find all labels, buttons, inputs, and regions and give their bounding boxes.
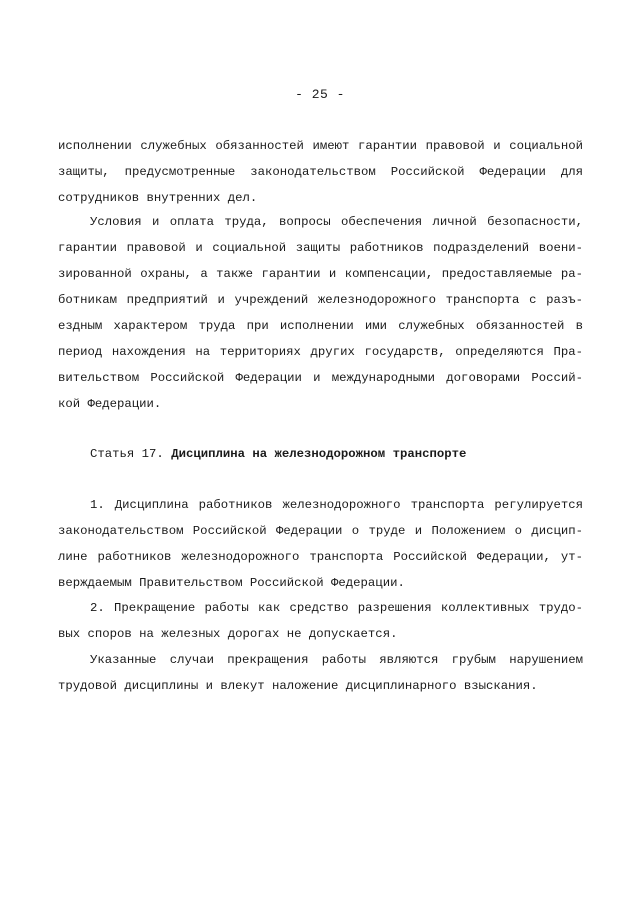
text-line: Указанные случаи прекращения работы являются грубым нарушением: [90, 653, 583, 667]
text-line: верждаемым Правительством Российской Федерации.: [58, 576, 405, 590]
text-line: кой Федерации.: [58, 397, 162, 411]
text-line: 1. Дисциплина работников железнодорожного транспорта регулируется: [90, 498, 583, 512]
text-line: период нахождения на территориях других государств, определяются Пра-: [58, 345, 583, 359]
text-line: 2. Прекращение работы как средство разрешения коллективных трудо-: [90, 601, 583, 615]
article-label: Статья 17.: [90, 447, 164, 461]
text-line: ботникам предприятий и учреждений железнодорожного транспорта с разъ-: [58, 293, 583, 307]
text-line: исполнении служебных обязанностей имеют гарантии правовой и социальной: [58, 139, 583, 153]
text-line: трудовой дисциплины и влекут наложение дисциплинарного взыскания.: [58, 679, 538, 693]
text-line: защиты, предусмотренные законодательством Российской Федерации для: [58, 165, 583, 179]
text-line: зированной охраны, а также гарантии и компенсации, предоставляемые ра-: [58, 267, 583, 281]
text-line: вых споров на железных дорогах не допускается.: [58, 627, 398, 641]
text-line: гарантии правовой и социальной защиты работников подразделений воени-: [58, 241, 583, 255]
text-line: лине работников железнодорожного транспорта Российской Федерации, ут-: [58, 550, 583, 564]
text-line: вительством Российской Федерации и международными договорами Россий-: [58, 371, 583, 385]
text-line: сотрудников внутренних дел.: [58, 191, 258, 205]
article-heading: [90, 446, 583, 462]
article-title: Дисциплина на железнодорожном транспорте: [171, 447, 467, 461]
text-line: законодательством Российской Федерации о труде и Положением о дисцип-: [58, 524, 583, 538]
text-line: Условия и оплата труда, вопросы обеспечения личной безопасности,: [90, 215, 583, 229]
text-line: ездным характером труда при исполнении ими служебных обязанностей в: [58, 319, 583, 333]
page-number: - 25 -: [295, 87, 345, 102]
